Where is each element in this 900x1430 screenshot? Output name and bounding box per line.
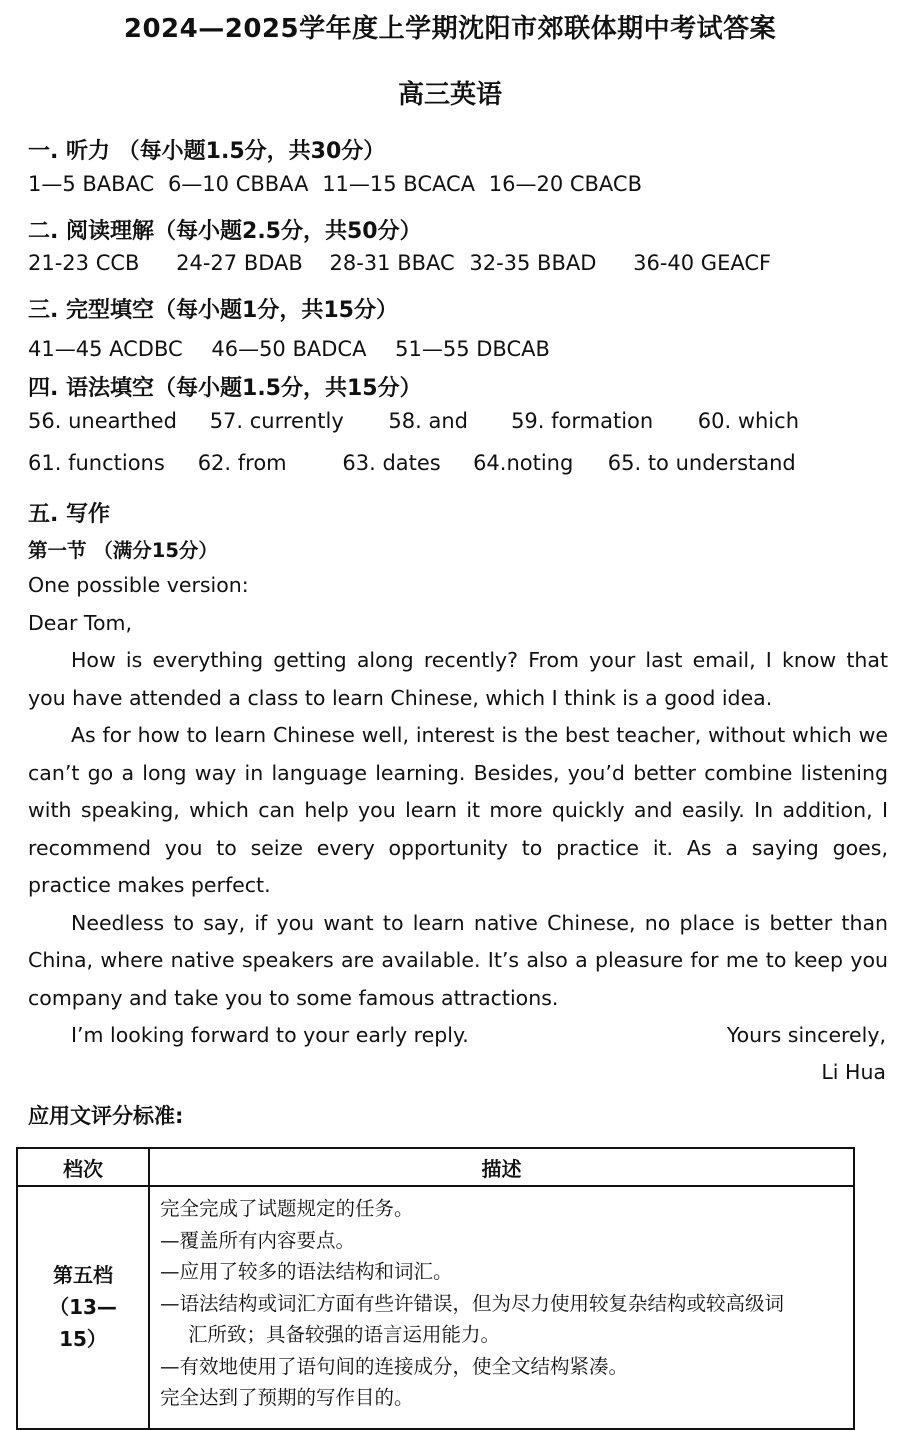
answer-group: 51—55 DBCAB bbox=[395, 337, 550, 361]
answer-item: 61. functions bbox=[28, 451, 165, 475]
letter-paragraph: As for how to learn Chinese well, interest is the best teacher, without which we can’t go a long way in language learning. Besides, you’d better combine listening with speaking, which can help you learn it more quickly and easily. In addition, I recommend you to seize every opportunity to practice it. As a saying goes, practice makes perfect. bbox=[28, 723, 888, 897]
rubric-line: —应用了较多的语法结构和词汇。 bbox=[160, 1260, 453, 1283]
writing-heading: 五. 写作 bbox=[28, 502, 111, 527]
rubric-line: 完全达到了预期的写作目的。 bbox=[160, 1386, 414, 1409]
sample-letter bbox=[28, 567, 888, 1055]
answer-group: 28-31 BBAC bbox=[329, 251, 455, 275]
grammar-answers-row1 bbox=[28, 409, 799, 433]
level-range: 15） bbox=[59, 1327, 107, 1352]
letter-signature: Li Hua bbox=[821, 1060, 886, 1084]
column-header-level: 档次 bbox=[17, 1148, 149, 1186]
page-subtitle: 高三英语 bbox=[397, 80, 502, 110]
grammar-answers-row2 bbox=[28, 451, 796, 475]
level-name: 第五档 bbox=[53, 1263, 113, 1288]
level-cell bbox=[17, 1186, 149, 1429]
answer-group: 24-27 BDAB bbox=[176, 251, 303, 275]
reading-answers bbox=[28, 251, 771, 275]
letter-paragraph: I’m looking forward to your early reply. bbox=[71, 1023, 469, 1047]
answer-item: 57. currently bbox=[209, 409, 344, 433]
cloze-answers bbox=[28, 337, 550, 361]
answer-item: 62. from bbox=[197, 451, 287, 475]
cloze-heading: 三. 完型填空（每小题1分，共15分） bbox=[28, 298, 398, 323]
rubric-line: 完全完成了试题规定的任务。 bbox=[160, 1197, 414, 1220]
letter-paragraph: Needless to say, if you want to learn native Chinese, no place is better than China, where native speakers are available. It’s also a pleasure for me to keep you company and take you to some famous attractions. bbox=[28, 910, 888, 1010]
letter-intro: One possible version: bbox=[28, 573, 249, 597]
answer-group: 36-40 GEACF bbox=[633, 251, 772, 275]
level-range: （13— bbox=[49, 1295, 117, 1320]
answer-group: 11—15 BCACA bbox=[322, 172, 476, 196]
listening-answers bbox=[28, 172, 642, 196]
answer-group: 32-35 BBAD bbox=[469, 251, 597, 275]
answer-item: 64.noting bbox=[473, 451, 574, 475]
rubric-line: —有效地使用了语句间的连接成分，使全文结构紧凑。 bbox=[160, 1354, 629, 1378]
letter-closing: Yours sincerely, bbox=[726, 1023, 886, 1047]
rubric-table bbox=[16, 1147, 855, 1430]
answer-item: 56. unearthed bbox=[28, 409, 177, 433]
answer-item: 63. dates bbox=[342, 451, 441, 475]
answer-item: 65. to understand bbox=[607, 451, 796, 475]
answer-group: 16—20 CBACB bbox=[488, 172, 642, 196]
answer-group: 46—50 BADCA bbox=[211, 337, 367, 361]
description-cell bbox=[149, 1186, 854, 1429]
table-row bbox=[17, 1186, 854, 1429]
listening-heading: 一. 听力 （每小题1.5分，共30分） bbox=[28, 139, 386, 164]
rubric-line: —语法结构或词汇方面有些许错误，但为尽力使用较复杂结构或较高级词 bbox=[160, 1291, 785, 1315]
reading-heading: 二. 阅读理解（每小题2.5分，共50分） bbox=[28, 219, 422, 244]
answer-group: 1—5 BABAC bbox=[28, 172, 155, 196]
rubric-heading: 应用文评分标准: bbox=[28, 1104, 184, 1128]
page-title: 2024—2025学年度上学期沈阳市郊联体期中考试答案 bbox=[123, 14, 777, 44]
answer-group: 6—10 CBBAA bbox=[167, 172, 309, 196]
letter-salutation: Dear Tom, bbox=[28, 610, 132, 635]
letter-paragraph: How is everything getting along recently? From your last email, I know that you have attended a class to learn Chinese, which I think is a good idea. bbox=[28, 648, 888, 710]
table-header-row bbox=[17, 1148, 854, 1186]
answer-group: 21-23 CCB bbox=[28, 251, 140, 275]
writing-part1: 第一节 （满分15分） bbox=[28, 539, 218, 562]
rubric-line: 汇所致；具备较强的语言运用能力。 bbox=[188, 1323, 501, 1346]
rubric-line: —覆盖所有内容要点。 bbox=[160, 1228, 356, 1252]
answer-item: 60. which bbox=[697, 409, 799, 433]
grammar-heading: 四. 语法填空（每小题1.5分，共15分） bbox=[28, 376, 422, 401]
answer-group: 41—45 ACDBC bbox=[28, 337, 183, 361]
answer-item: 58. and bbox=[388, 409, 468, 433]
column-header-description: 描述 bbox=[149, 1148, 854, 1186]
answer-item: 59. formation bbox=[511, 409, 654, 433]
